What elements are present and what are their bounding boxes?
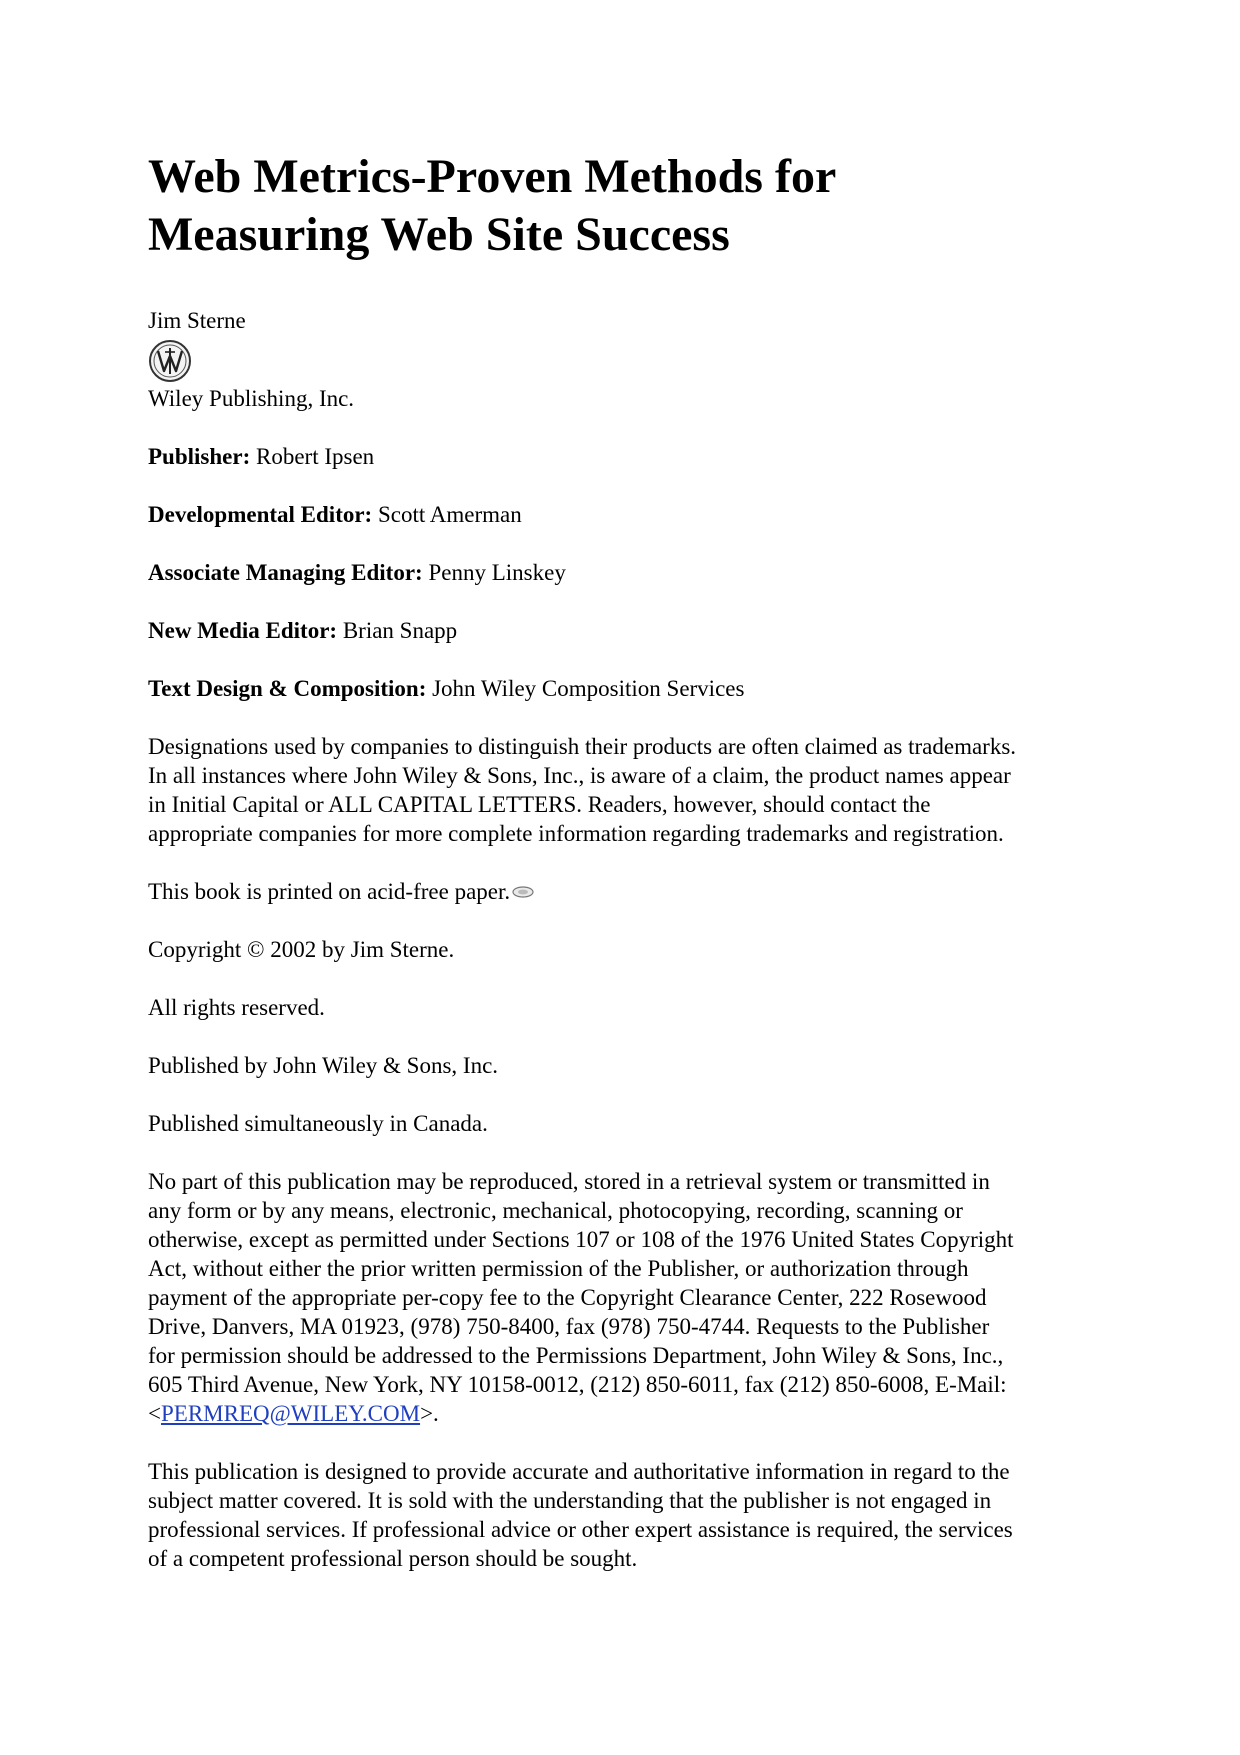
- copyright-line: Copyright © 2002 by Jim Sterne.: [148, 937, 455, 962]
- paragraph-line: professional services. If professional advice or other expert assistance is required, the services: [148, 1517, 1013, 1542]
- title-line-2: Measuring Web Site Success: [148, 208, 730, 261]
- paragraph-line: otherwise, except as permitted under Sections 107 or 108 of the 1976 United States Copyright: [148, 1227, 1014, 1252]
- document-page: [148, 148, 1108, 1573]
- acid-free-text: This book is printed on acid-free paper.: [148, 879, 511, 904]
- acid-free-note: [148, 877, 1108, 906]
- paragraph-line: Designations used by companies to distinguish their products are often claimed as trademarks.: [148, 734, 1017, 759]
- disclaimer-paragraph: [148, 1457, 1108, 1573]
- published-by-line: Published by John Wiley & Sons, Inc.: [148, 1053, 499, 1078]
- trademark-paragraph: [148, 732, 1108, 848]
- author-name: Jim Sterne: [148, 308, 246, 333]
- paragraph-line: subject matter covered. It is sold with the understanding that the publisher is not engaged in: [148, 1488, 992, 1513]
- book-title: [148, 148, 1108, 264]
- paragraph-line: In all instances where John Wiley & Sons, Inc., is aware of a claim, the product names appear: [148, 763, 1011, 788]
- email-suffix: >.: [420, 1401, 439, 1426]
- acid-free-paper-icon: [511, 886, 535, 898]
- credit-label: Developmental Editor:: [148, 502, 373, 527]
- credit-label: New Media Editor:: [148, 618, 338, 643]
- email-prefix: <: [148, 1401, 161, 1426]
- credit-new-media-editor: [148, 616, 1108, 645]
- paragraph-line: No part of this publication may be reproduced, stored in a retrieval system or transmitted in: [148, 1169, 990, 1194]
- credit-value: Brian Snapp: [342, 618, 458, 643]
- credit-value: Robert Ipsen: [255, 444, 375, 469]
- paragraph-line: Drive, Danvers, MA 01923, (978) 750-8400, fax (978) 750-4744. Requests to the Publisher: [148, 1314, 990, 1339]
- title-line-1: Web Metrics-Proven Methods for: [148, 150, 837, 203]
- paragraph-line: Act, without either the prior written permission of the Publisher, or authorization through: [148, 1256, 969, 1281]
- paragraph-line: payment of the appropriate per-copy fee to the Copyright Clearance Center, 222 Rosewood: [148, 1285, 987, 1310]
- credit-text-design: [148, 674, 1108, 703]
- credit-value: Penny Linskey: [428, 560, 566, 585]
- credit-label: Associate Managing Editor:: [148, 560, 423, 585]
- paragraph-line: appropriate companies for more complete information regarding trademarks and registration.: [148, 821, 1004, 846]
- credit-associate-managing-editor: [148, 558, 1108, 587]
- paragraph-line: for permission should be addressed to the Permissions Department, John Wiley & Sons, Inc.,: [148, 1343, 1004, 1368]
- email-link[interactable]: PERMREQ@WILEY.COM: [160, 1401, 421, 1426]
- credit-value: John Wiley Composition Services: [432, 676, 745, 701]
- credit-developmental-editor: [148, 500, 1108, 529]
- paragraph-line: This publication is designed to provide accurate and authoritative information in regard to the: [148, 1459, 1010, 1484]
- credit-label: Publisher:: [148, 444, 251, 469]
- paragraph-line: in Initial Capital or ALL CAPITAL LETTERS. Readers, however, should contact the: [148, 792, 931, 817]
- paragraph-line: of a competent professional person should be sought.: [148, 1546, 638, 1571]
- credit-publisher: [148, 442, 1108, 471]
- publisher-name: Wiley Publishing, Inc.: [148, 386, 355, 411]
- wiley-logo-icon: [148, 338, 192, 384]
- credit-value: Scott Amerman: [377, 502, 522, 527]
- paragraph-line: 605 Third Avenue, New York, NY 10158-0012, (212) 850-6011, fax (212) 850-6008, E-Mail:: [148, 1372, 1007, 1397]
- canada-line: Published simultaneously in Canada.: [148, 1111, 488, 1136]
- credit-label: Text Design & Composition:: [148, 676, 427, 701]
- permissions-paragraph: [148, 1167, 1108, 1428]
- rights-line: All rights reserved.: [148, 995, 325, 1020]
- paragraph-line: any form or by any means, electronic, mechanical, photocopying, recording, scanning or: [148, 1198, 963, 1223]
